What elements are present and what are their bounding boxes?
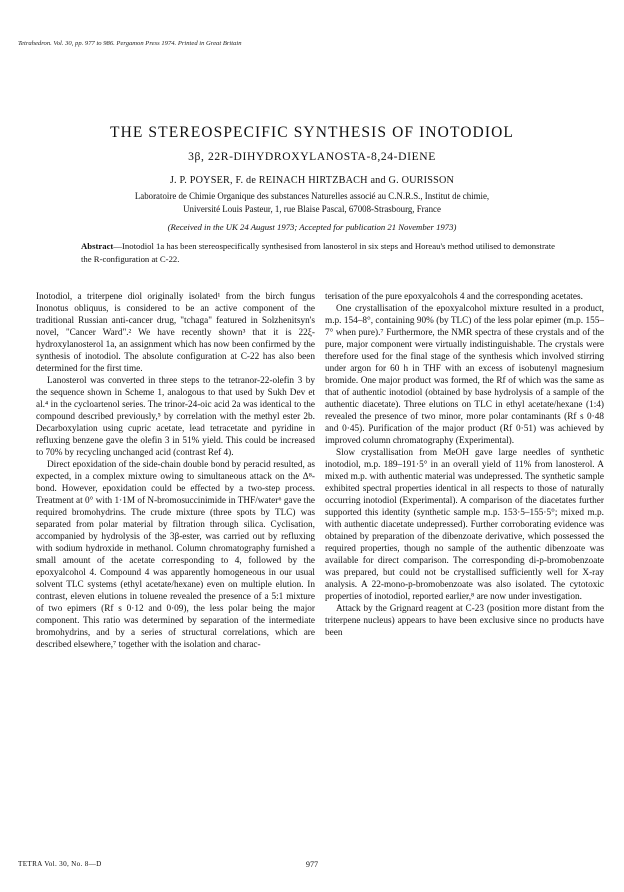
body-paragraph: Slow crystallisation from MeOH gave large needles of synthetic inotodiol, m.p. 189–191·5° in an overall yield of 11% from lanosterol. A mixed m.p. with authentic material was undepressed. The synthetic sample exhibited spectral properties identical in all respects to those of naturally occurring inotodiol (Experimental). A comparison of the diacetates further supported this identity (synthetic sample m.p. 153·5–155·5°; mixed m.p. with authentic diacetate undepressed). Further corroborating evidence was obtained by preparation of the dibenzoate derivative, which possessed the required properties, though no sample of the authentic dibenzoate was available for direct comparison. The corresponding di-p-bromobenzoate was prepared, but could not be crystallised sufficiently well for X-ray analysis. A 22-mono-p-bromobenzoate was also isolated. The cytotoxic properties of inotodiol, reported earlier,⁸ are now under investigation.	[325, 448, 604, 603]
author-list: J. P. POYSER, F. de REINACH HIRTZBACH and G. OURISSON	[169, 175, 455, 186]
body-column-right	[325, 291, 604, 639]
body-column-left	[36, 291, 315, 651]
body-paragraph: Inotodiol, a triterpene diol originally isolated¹ from the birch fungus Inonotus obliquus, is considered to be an active component of the traditional Russian anti-cancer drug, "tchaga" featured in Solzhenitsyn's novel, "Cancer Ward".² We have recently shown³ that it is 22ξ-hydroxylanosterol 1a, an assignment which has now been confirmed by the synthesis of inotodiol. The absolute configuration at C-22 has also been determined for the first time.	[36, 292, 315, 375]
body-paragraph: Lanosterol was converted in three steps to the tetranor-22-olefin 3 by the sequence shown in Scheme 1, analogous to that used by Sukh Dev et al.⁴ in the cycloartenol series. The trinor-24-oic acid 2a was identical to the compound described previously,⁵ by correlation with the methyl ester 2b. Decarboxylation using cupric acetate, lead tetracetate and pyridine in refluxing benzene gave the olefin 3 in 51% yield. This could be increased to 70% by recycling unchanged acid (contrast Ref 4).	[36, 376, 315, 459]
abstract	[81, 240, 563, 265]
article-subtitle: 3β, 22R-DIHYDROXYLANOSTA-8,24-DIENE	[188, 150, 436, 163]
body-paragraph: Direct epoxidation of the side-chain double bond by peracid resulted, as expected, in a complex mixture owing to simultaneous attack on the Δ⁸-bond. However, epoxidation could be effected by a two-step process. Treatment at 0° with 1·1M of N-bromosuccinimide in THF/water⁶ gave the required bromohydrins. The crude mixture (three spots by TLC) was separated from polar material by filtration through silica. Cyclisation, accompanied by hydrolysis of the 3β-ester, was carried out by refluxing with sodium hydroxide in methanol. Column chromatography furnished a small amount of the acetate corresponding to 4, followed by the epoxyalcohol 4. Compound 4 was apparently homogeneous in our usual solvent TLC systems (ethyl acetate/hexane) even on multiple elution. In contrast, eleven elutions in toluene revealed the presence of a 5:1 mixture of two epimers (Rf s 0·12 and 0·09), the less polar being the major component. This ratio was determined by separation of the intermediate bromohydrins, and by a series of structural correlations, which are described elsewhere,⁷ together with the isolation and charac-	[36, 460, 315, 651]
body-paragraph: terisation of the pure epoxyalcohols 4 and the corresponding acetates.	[325, 292, 583, 302]
body-paragraph: One crystallisation of the epoxyalcohol mixture resulted in a product, m.p. 154–8°, containing 90% (by TLC) of the less polar epimer (m.p. 155–7° when pure).⁷ Furthermore, the NMR spectra of these crystals and of the pure, major component were virtually indistinguishable. The crystals were therefore used for the final stage of the synthesis which involved stirring under argon for 60 h in THF with an excess of isobutenyl magnesium bromide. One major product was formed, the Rf of which was the same as that of authentic inotodiol (obtained by base hydrolysis of a sample of the authentic diacetate). Three elutions on TLC in ethyl acetate/hexane (1:4) revealed the presence of two minor, more polar contaminants (Rf s 0·48 and 0·45). Purification of the major product (Rf 0·51) was achieved by improved column chromatography (Experimental).	[325, 304, 604, 447]
running-head: Tetrahedron. Vol. 30, pp. 977 to 986. Pergamon Press 1974. Printed in Great Britain	[18, 40, 242, 47]
footer-journal-info: TETRA Vol. 30, No. 8—D	[18, 860, 102, 868]
received-dates: (Received in the UK 24 August 1973; Accepted for publication 21 November 1973)	[167, 222, 457, 232]
affiliation-line: Université Louis Pasteur, 1, rue Blaise Pascal, 67008-Strasbourg, France	[183, 203, 441, 214]
affiliation-line: Laboratoire de Chimie Organique des substances Naturelles associé au C.N.R.S., Institut de chimie,	[134, 191, 490, 201]
abstract-label: Abstract	[81, 241, 114, 251]
abstract-text: —Inotodiol 1a has been stereospecifically synthesised from lanosterol in six steps and Horeau's method utilised to demonstrate the R-configuration at C-22.	[81, 241, 555, 264]
article-title: THE STEREOSPECIFIC SYNTHESIS OF INOTODIOL	[110, 124, 514, 141]
body-paragraph: Attack by the Grignard reagent at C-23 (position more distant from the triterpene nucleus) appears to have been exclusive since no products have been	[325, 604, 604, 639]
affiliation	[40, 190, 584, 215]
page-number: 977	[305, 860, 319, 869]
